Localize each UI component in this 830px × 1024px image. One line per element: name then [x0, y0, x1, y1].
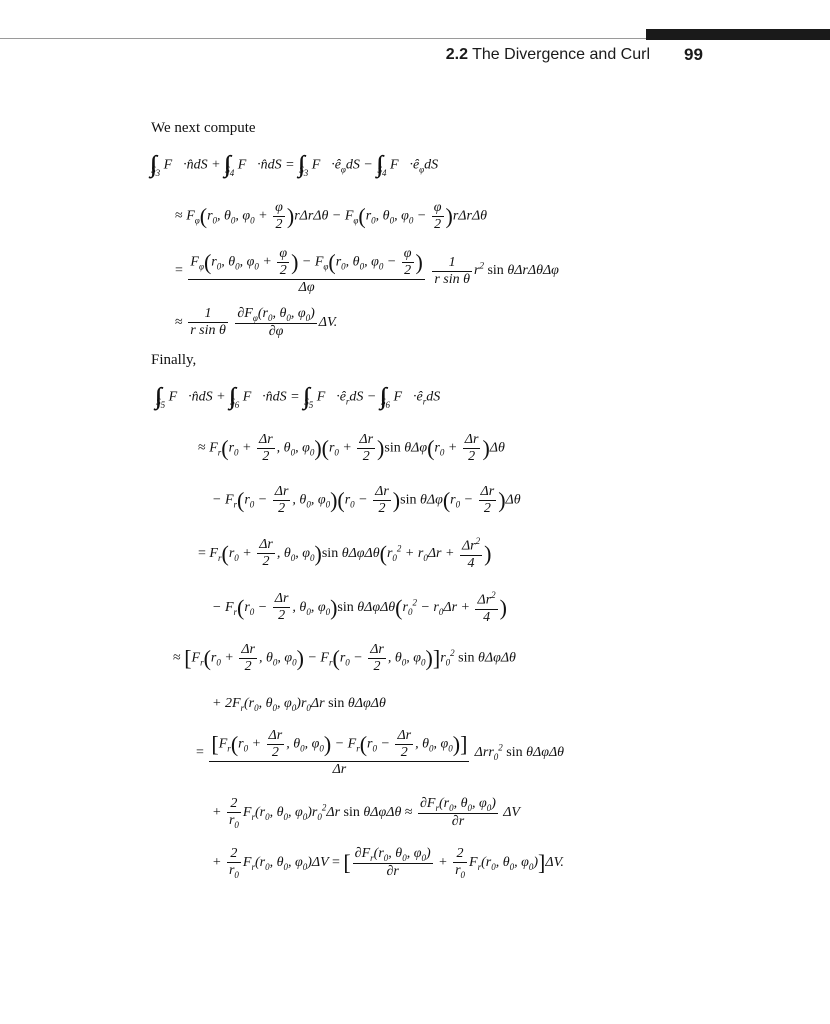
equation-e2: ≈ $F_\varphi(r_0$, $\theta_0$, $\varphi_0$ + $\frac{\varphi}{2}$ )$r\Delta r\Delta\theta - F_\varphi(r_0$, $\theta_0$, $\varphi_0$ − $\frac{\varphi}{2}$ )rΔrΔθ [175, 200, 488, 232]
header-rule [0, 38, 648, 39]
running-head [380, 46, 650, 64]
section-title: The Divergence and Curl [472, 46, 650, 63]
finally-text: Finally, [151, 352, 197, 368]
equation-f3: − $F_r(r_0$ − $\frac{\Delta r}{2}$ , $\theta_0$, $\varphi_0)(r_0$ − $\frac{\Delta r}{2}$ )sin $\theta\Delta\varphi(r_0$ − $\frac{\Delta r}{2}$ )Δθ [212, 484, 521, 516]
equation-f8: = [$F_r(r_0$ + $\frac{\Delta r}{2}$ , $\theta_0$, $\varphi_0) - F_r(r_0$ − $\frac{\Delta r}{2}$ , $\theta_0$, $\varphi_0$)] Δr Δrr$_0^2$ sin θΔφΔθ [196, 728, 565, 777]
page-number: 99 [684, 45, 703, 64]
equation-e1: $\int\int_{S_3}$ F⃗·n̂dS + $\int\int_{S_4}$ F⃗·n̂dS = $\int\int_{S_3}$ $F⃗\cdot ê_\varphi dS - \int\int_{S_4}$ $F⃗\cdot ê_\varphi dS$ [150, 152, 439, 178]
equation-f7: + $2F_r(r_0$, $\theta_0$, $\varphi_0)r_0\Delta r$ sin θΔφΔθ [212, 696, 386, 713]
equation-f9: + $\frac{2}{r_0}$ $F_r(r_0$, $\theta_0$, $\varphi_0)r_0^2\Delta r$ sin θΔφΔθ ≈ $\frac{\partial F_r(r_0, \theta_0, \varphi_0)}{\partial r}$ ΔV [212, 796, 520, 830]
equation-f2: ≈ $F_r(r_0$ + $\frac{\Delta r}{2}$ , $\theta_0$, $\varphi_0)(r_0$ + $\frac{\Delta r}{2}$ )sin $\theta\Delta\varphi(r_0$ + $\frac{\Delta r}{2}$ )Δθ [198, 432, 505, 464]
equation-f5: − $F_r(r_0$ − $\frac{\Delta r}{2}$ , $\theta_0$, $\varphi_0)\sin$ $\theta\Delta\varphi\Delta\theta(r_0^2 - r_0\Delta r$ + $\frac{\Delta r^2}{4}$ ) [212, 590, 507, 625]
equation-e4: ≈ $\frac{1}{\text{r sin θ}}$ $\frac{\partial F_\varphi(r_0, \theta_0, \varphi_0)}{\partial\varphi}$ ΔV. [175, 306, 338, 339]
equation-f1: $\int\int_{S_5}$ F⃗·n̂dS + $\int\int_{S_6}$ F⃗·n̂dS = $\int\int_{S_5}$ $F⃗\cdot ê_rdS - \int\int_{S_6}$ $F⃗\cdot ê_rdS$ [155, 384, 441, 410]
section-number: 2.2 [445, 46, 468, 63]
intro-text: We next compute [151, 120, 256, 136]
equation-e3: = $F_\varphi(r_0$, $\theta_0$, $\varphi_0$ + $\frac{\varphi}{2}$ ) − $F_\varphi(r_0$, $\theta_0$, $\varphi_0$ − $\frac{\varphi}{2}$ ) Δφ $\frac{1}{\text{r sin θ}}$ $r^2$ sin θΔrΔθΔφ [175, 246, 559, 295]
equation-f6: ≈ [$F_r(r_0$ + $\frac{\Delta r}{2}$ , $\theta_0$, $\varphi_0) - F_r(r_0$ − $\frac{\Delta r}{2}$ , $\theta_0$, $\varphi_0)]r_0^2$ sin θΔφΔθ [173, 642, 516, 674]
header-bar [646, 29, 830, 40]
equation-f4: = $F_r(r_0$ + $\frac{\Delta r}{2}$ , $\theta_0$, $\varphi_0)\sin$ $\theta\Delta\varphi\Delta\theta(r_0^2 + r_0\Delta r$ + $\frac{\Delta r^2}{4}$ ) [198, 536, 492, 571]
equation-f10: + $\frac{2}{r_0}$ $F_r(r_0$, $\theta_0$, $\varphi_0)\Delta V$ = [ $\frac{\partial F_r(r_0, \theta_0, \varphi_0)}{\partial r}$ + $\frac{2}{r_0}$ $F_r(r_0$, $\theta_0$, $\varphi_0)]\Delta V$. [212, 846, 564, 880]
